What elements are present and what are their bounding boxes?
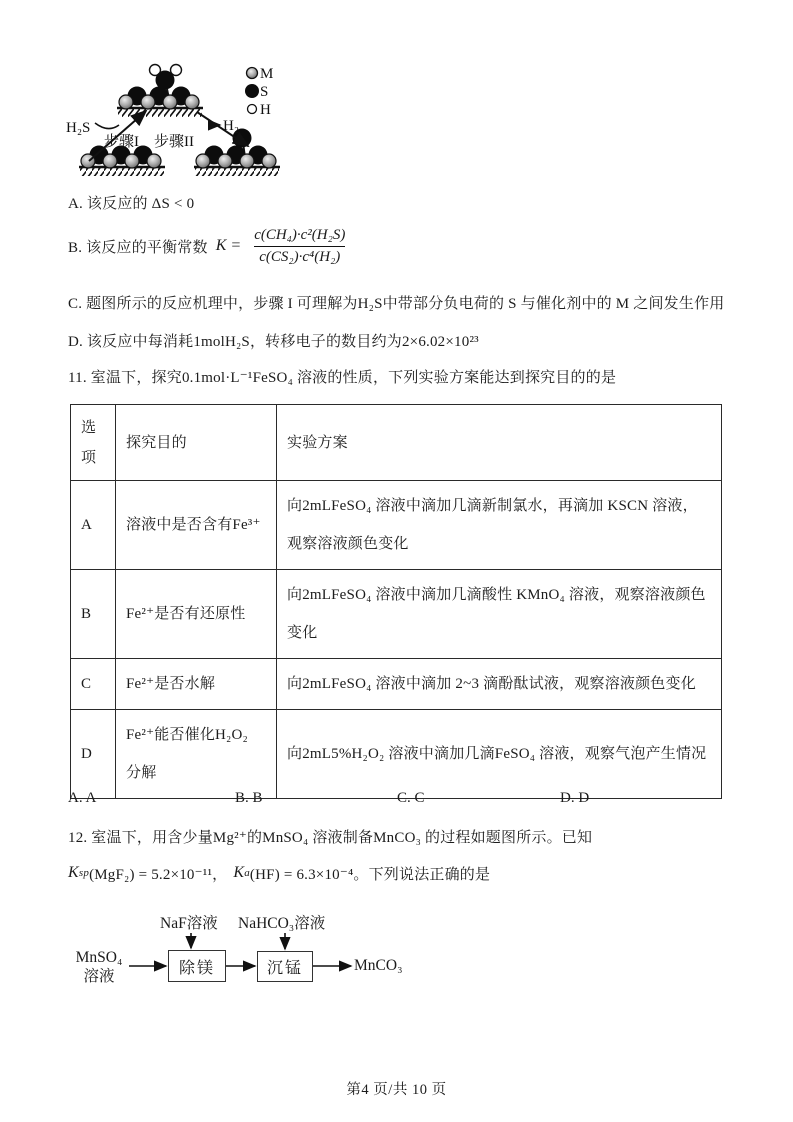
header-plan: 实验方案 [277, 405, 722, 481]
metal-atom [196, 154, 210, 168]
sulfur-atom [156, 71, 175, 90]
legend-m-icon [247, 68, 258, 79]
option-a-text: A. 该反应的 ΔS < 0 [68, 196, 195, 212]
ka-value: (HF) = 6.3×10⁻⁴。下列说法正确的是 [249, 866, 491, 883]
option-b-prefix: B. 该反应的平衡常数 [68, 239, 208, 256]
question12-given-constants [68, 856, 490, 890]
row-plan: 向2mLFeSO₄ 溶液中滴加几滴酸性 KMnO₄ 溶液，观察溶液颜色变化 [277, 570, 722, 659]
row-option: D [71, 710, 116, 799]
metal-atom [240, 154, 254, 168]
legend-m-label: M [260, 66, 274, 82]
surface-hatch [118, 108, 202, 117]
catalyst-surface-middle [117, 65, 203, 118]
header-purpose: 探究目的 [116, 405, 277, 481]
question11-stem: 11. 室温下，探究0.1mol·L⁻¹FeSO₄ 溶液的性质，下列实验方案能达到探究目的的是 [68, 370, 617, 386]
row-purpose: 溶液中是否含有Fe³⁺ [116, 481, 277, 570]
h2s-connector-curve [95, 123, 119, 129]
question11-table [70, 404, 722, 799]
metal-atom [147, 154, 161, 168]
table-header-row [71, 405, 722, 481]
flow-source-line1: MnSO₄ [75, 949, 123, 966]
metal-atom [262, 154, 276, 168]
row-plan: 向2mLFeSO₄ 溶液中滴加几滴新制氯水，再滴加 KSCN 溶液，观察溶液颜色变化 [277, 481, 722, 570]
adsorbed-h2s-molecule [150, 65, 182, 90]
row-option: B [71, 570, 116, 659]
flow-box-precipitate-mn: 沉锰 [257, 951, 313, 982]
row-option: A [71, 481, 116, 570]
catalyst-surface-left [79, 146, 165, 177]
metal-atom [103, 154, 117, 168]
flow-product: MnCO₃ [354, 957, 403, 974]
h2-branch-arrow [208, 119, 220, 125]
metal-atom [141, 95, 155, 109]
metal-atom [218, 154, 232, 168]
row-purpose: Fe²⁺是否有还原性 [116, 570, 277, 659]
metal-atom [119, 95, 133, 109]
step1-label: 步骤I [104, 134, 139, 150]
option-b-row [68, 216, 350, 276]
option-b-k-equals: K = [215, 237, 242, 254]
row-purpose: Fe²⁺能否催化H₂O₂ 分解 [116, 710, 277, 799]
ksp-symbol: K [68, 864, 79, 881]
step2-label: 步骤II [154, 134, 194, 150]
fraction-numerator: c(CH₄)·c²(H₂S) [254, 227, 346, 244]
metal-atom [125, 154, 139, 168]
ksp-value: (MgF₂) = 5.2×10⁻¹¹， [89, 866, 228, 883]
flow-input-nahco3: NaHCO₃溶液 [238, 915, 326, 932]
answer-options-row [0, 790, 793, 812]
figure-legend [245, 66, 273, 118]
header-option: 选项 [71, 405, 116, 481]
table-row [71, 710, 722, 799]
h2s-label: H₂S [66, 120, 91, 136]
legend-s-icon [245, 84, 259, 98]
table-row [71, 570, 722, 659]
option-b-fraction [249, 225, 350, 267]
flow-input-naf: NaF溶液 [160, 915, 218, 932]
ka-subscript: a [244, 867, 250, 879]
flow-box-remove-mg: 除镁 [168, 950, 226, 982]
table-row [71, 481, 722, 570]
h2-label: H₂ [223, 118, 240, 134]
metal-atom [81, 154, 95, 168]
flow-source-solution [69, 948, 129, 986]
row-option: C [71, 659, 116, 710]
ka-symbol: K [233, 864, 245, 881]
legend-h-label: H [260, 102, 271, 118]
fraction-denominator: c(CS₂)·c⁴(H₂) [254, 246, 345, 267]
question12-stem: 12. 室温下，用含少量Mg²⁺的MnSO₄ 溶液制备MnCO₃ 的过程如题图所示。已知 [68, 830, 593, 846]
process-flow-diagram [65, 906, 440, 1001]
metal-atom [185, 95, 199, 109]
answer-option-b: B. B [235, 790, 263, 806]
answer-option-c: C. C [397, 790, 425, 806]
row-plan: 向2mL5%H₂O₂ 溶液中滴加几滴FeSO₄ 溶液，观察气泡产生情况 [277, 710, 722, 799]
option-c-text: C. 题图所示的反应机理中，步骤 I 可理解为H₂S中带部分负电荷的 S 与催化剂中的 M 之间发生作用 [68, 296, 725, 312]
table-row [71, 659, 722, 710]
catalyst-surface-right [194, 129, 280, 177]
option-d-text: D. 该反应中每消耗1molH₂S，转移电子的数目约为2×6.02×10²³ [68, 334, 479, 350]
reaction-mechanism-figure [62, 54, 378, 194]
flow-source-line2: 溶液 [83, 968, 115, 985]
answer-option-a: A. A [68, 790, 97, 806]
page-number-footer: 第4 页/共 10 页 [346, 1082, 447, 1098]
ksp-subscript: sp [78, 867, 90, 879]
legend-h-icon [248, 105, 257, 114]
legend-s-label: S [260, 84, 269, 100]
answer-option-d: D. D [560, 790, 590, 806]
row-purpose: Fe²⁺是否水解 [116, 659, 277, 710]
metal-atom [163, 95, 177, 109]
row-plan: 向2mLFeSO₄ 溶液中滴加 2~3 滴酚酞试液，观察溶液颜色变化 [277, 659, 722, 710]
